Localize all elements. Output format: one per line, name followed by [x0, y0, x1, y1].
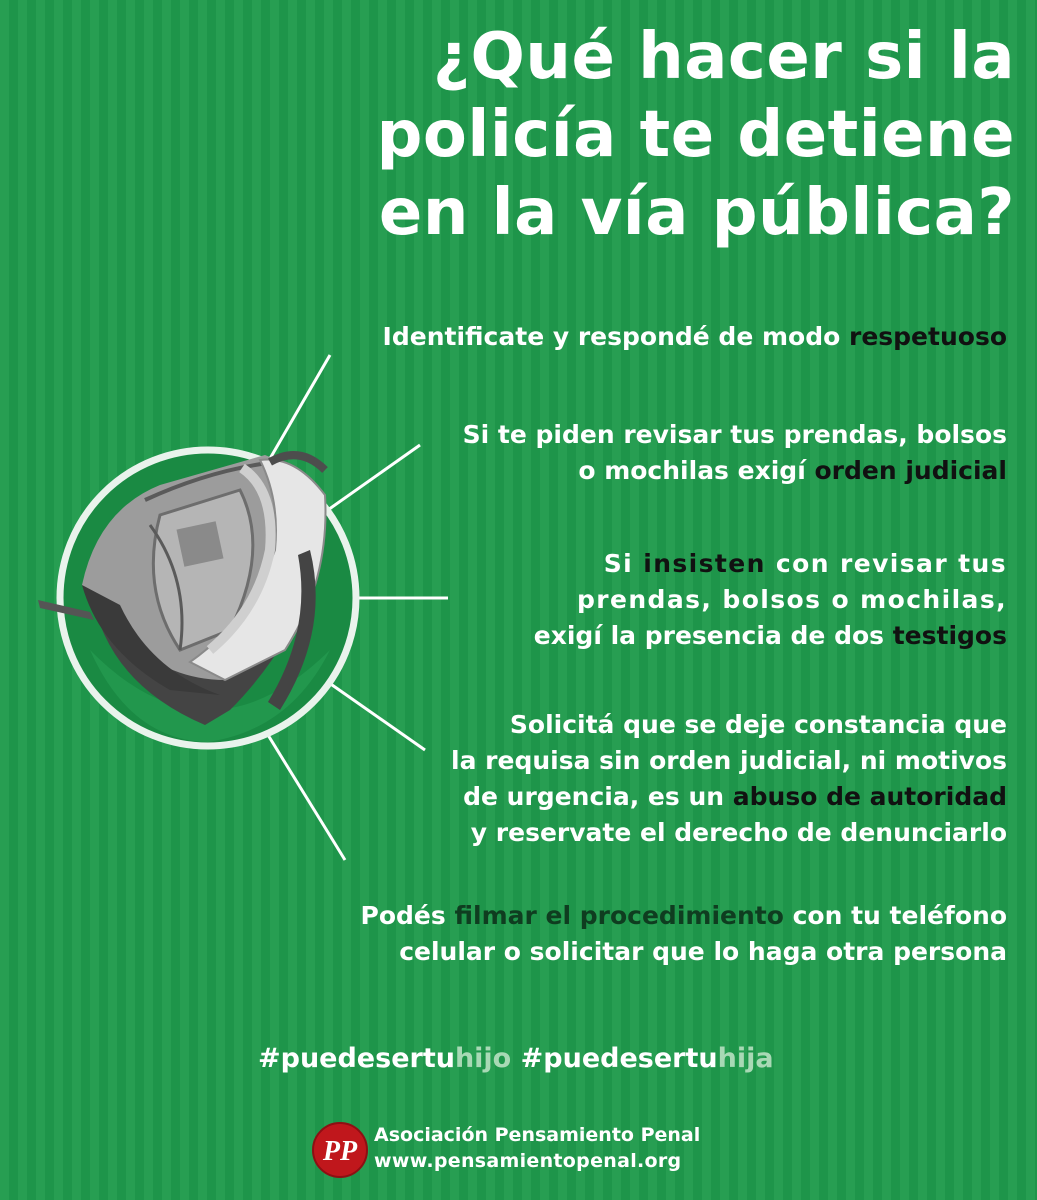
- hashtags: [258, 1043, 774, 1074]
- hashtag-hijo[interactable]: #puedesertuhijo: [258, 1043, 512, 1074]
- org-name: Asociación Pensamiento Penal: [374, 1124, 701, 1146]
- tip-line: exigí la presencia de dos testigos: [533, 621, 1007, 650]
- tip-line: Podés filmar el procedimiento con tu teléfono: [360, 901, 1007, 930]
- tip-line: Solicitá que se deje constancia que: [509, 710, 1007, 739]
- tip-film-procedure: [361, 898, 1007, 970]
- highlight-text: respetuoso: [849, 322, 1007, 351]
- highlight-text: orden judicial: [814, 456, 1007, 485]
- tip-abuse-of-authority: [451, 707, 1007, 851]
- tip-respectful: [383, 319, 1007, 355]
- highlight-text: testigos: [892, 621, 1007, 650]
- tip-line: Identificate y respondé de modo respetuoso: [382, 322, 1007, 351]
- title-line-2: policía te detiene: [376, 98, 1015, 172]
- tip-line: celular o solicitar que lo haga otra persona: [399, 937, 1007, 966]
- tip-line: de urgencia, es un abuso de autoridad: [463, 782, 1007, 811]
- tip-line: prendas, bolsos o mochilas,: [576, 585, 1007, 614]
- tip-line: o mochilas exigí orden judicial: [578, 456, 1007, 485]
- hashtag-hija[interactable]: #puedesertuhija: [520, 1043, 774, 1074]
- tip-line: Si insisten con revisar tus: [603, 549, 1007, 578]
- org-url-link[interactable]: www.pensamientopenal.org: [374, 1150, 682, 1172]
- pensamiento-penal-logo: [312, 1122, 368, 1178]
- highlight-text: filmar el procedimiento: [454, 901, 784, 930]
- backpack-illustration: [30, 350, 450, 870]
- tip-judicial-order: [463, 417, 1007, 489]
- highlight-text: insisten: [643, 549, 766, 578]
- tip-line: Si te piden revisar tus prendas, bolsos: [462, 420, 1007, 449]
- tip-line: y reservate el derecho de denunciarlo: [470, 818, 1007, 847]
- highlight-text: abuso de autoridad: [732, 782, 1007, 811]
- tip-line: la requisa sin orden judicial, ni motivos: [451, 746, 1007, 775]
- logo-letters: PP: [322, 1136, 358, 1167]
- main-title: [377, 18, 1015, 252]
- title-line-3: en la vía pública?: [378, 176, 1015, 250]
- title-line-1: ¿Qué hacer si la: [432, 20, 1015, 94]
- tip-witnesses: [534, 546, 1007, 654]
